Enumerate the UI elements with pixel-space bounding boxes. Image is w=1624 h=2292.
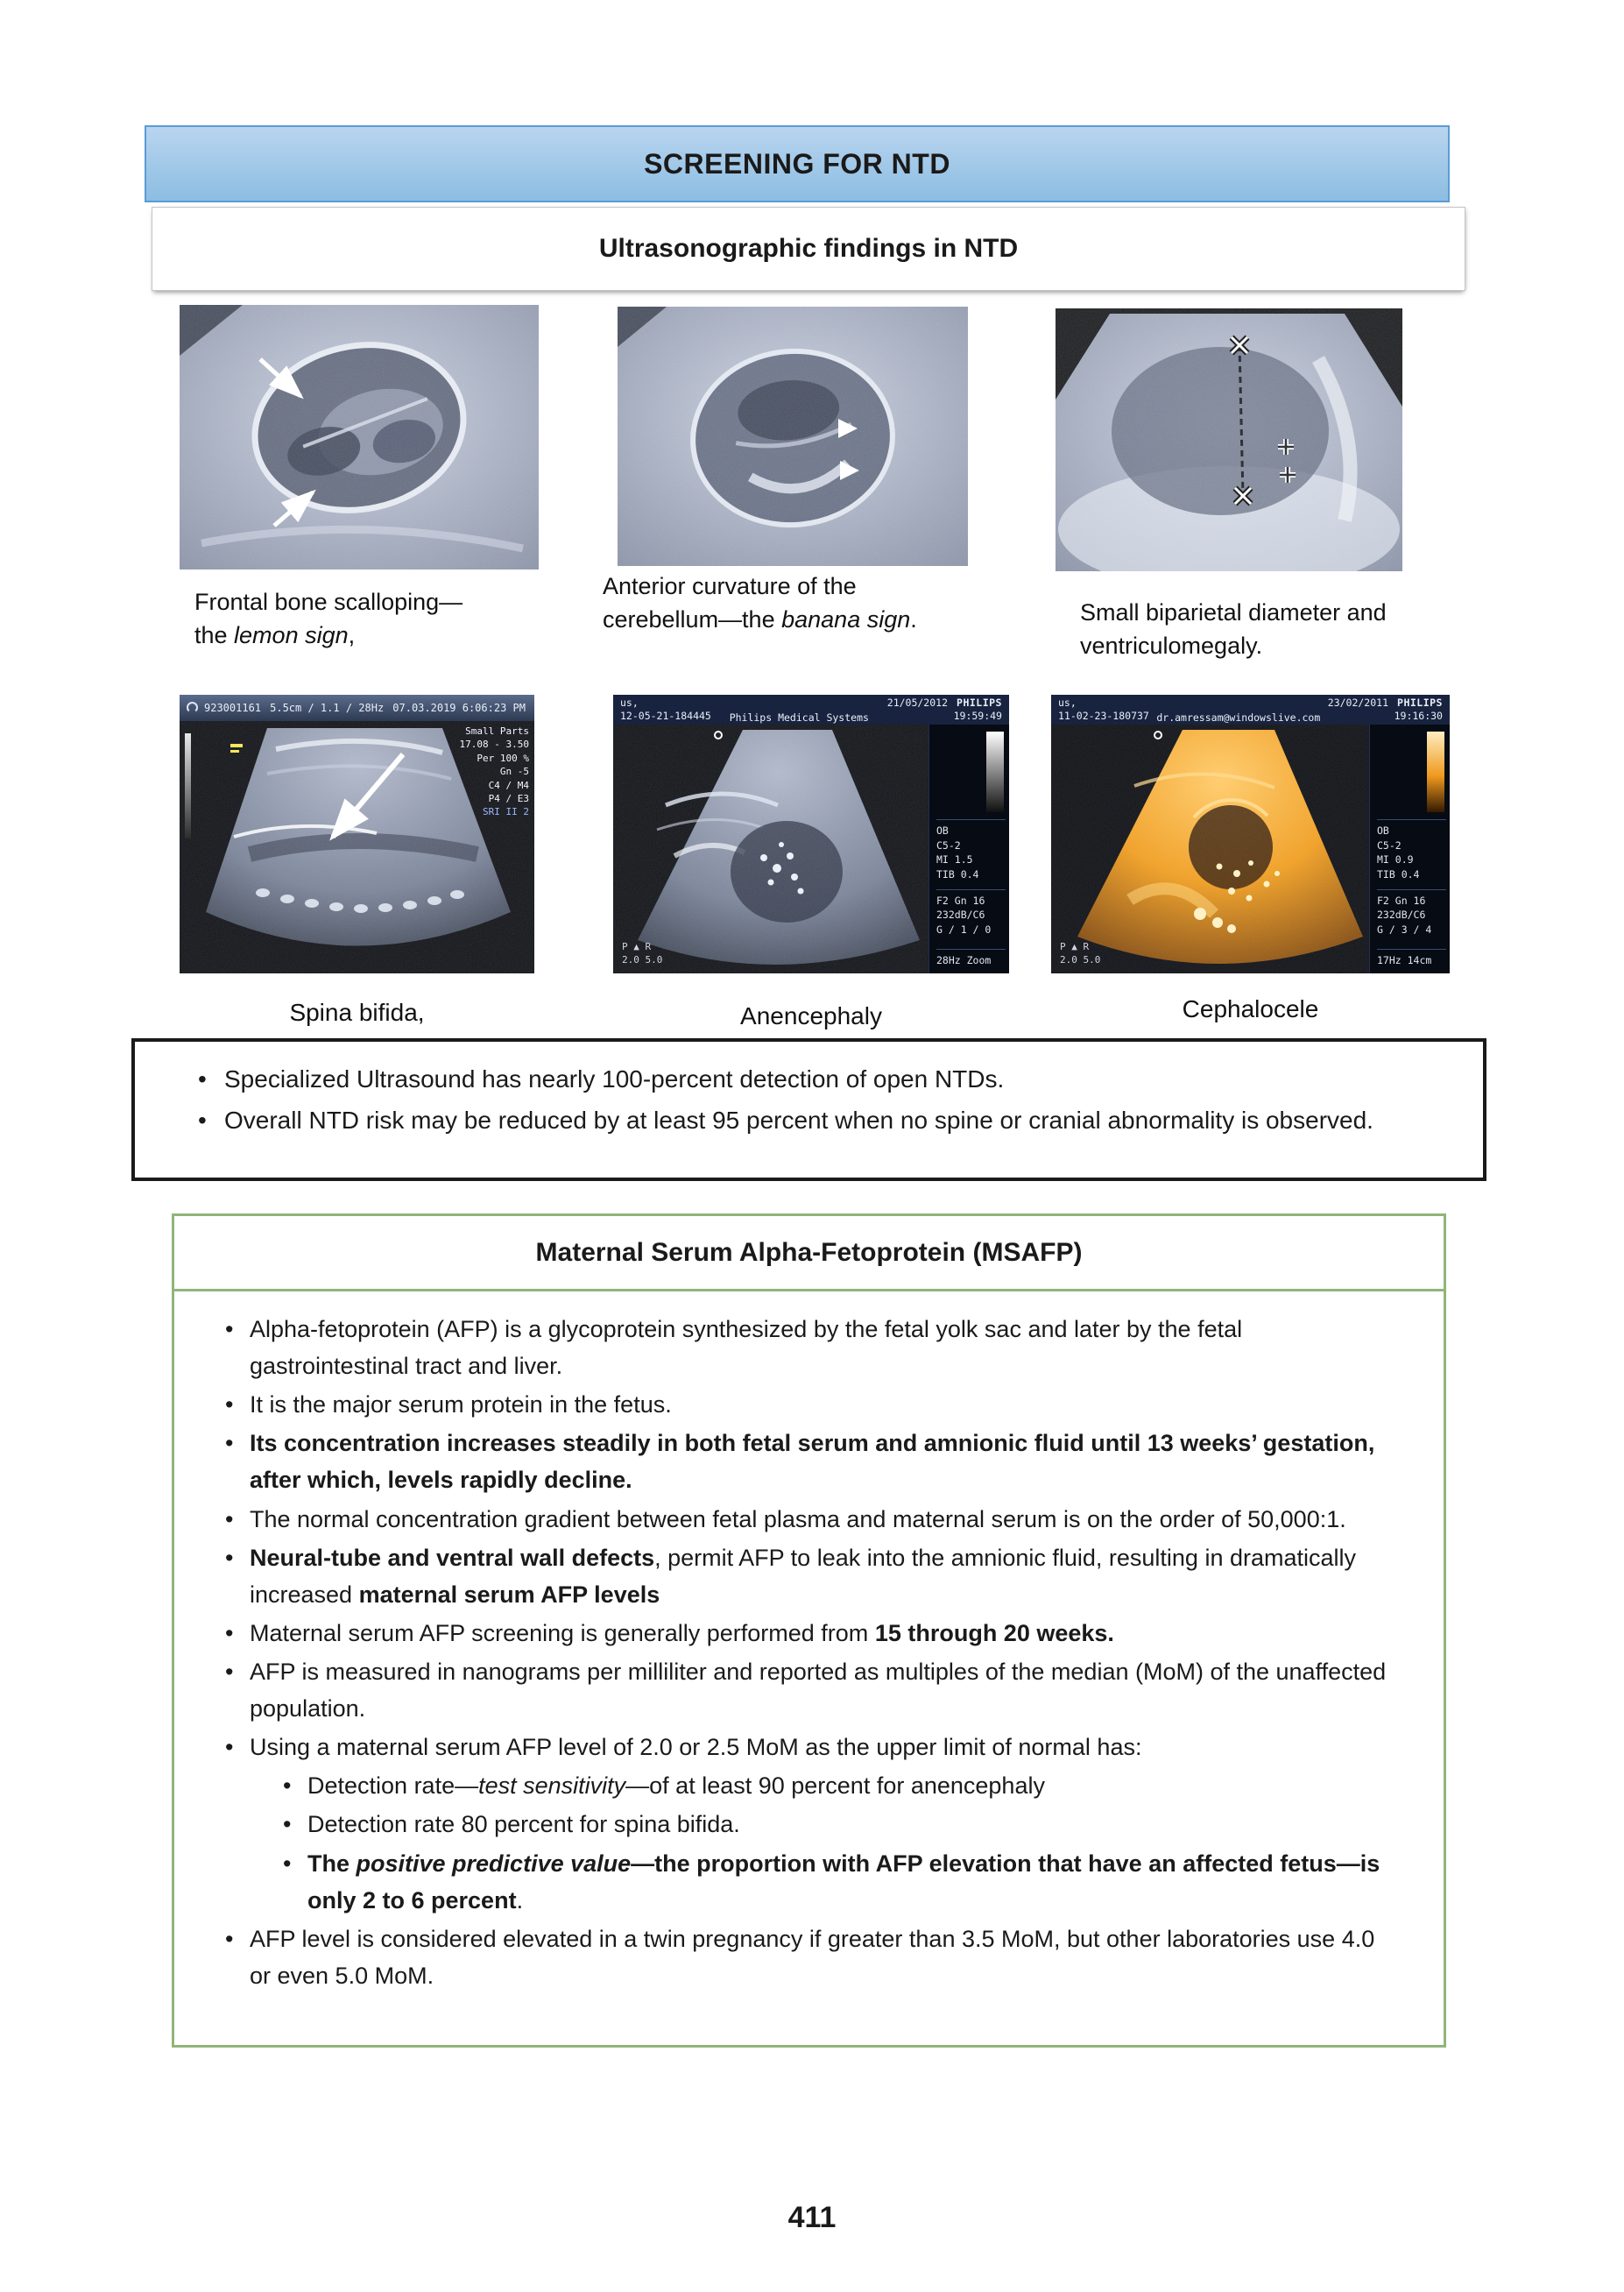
machine-sidebar [1369,725,1450,973]
text-segment: Alpha-fetoprotein (AFP) is a glycoprotein synthesized by the fetal yolk sac and later by the fetal gastrointestinal tract and liver. [250,1316,1243,1380]
ultrasound-image-small-bpd [1056,308,1402,571]
machine-readout-line: C4 / M4 [488,779,529,791]
bullet-item [215,1501,1398,1538]
machine-header-bar [613,695,1009,725]
machine-datetime: 21/05/2012 PHILIPS 19:59:49 [886,697,1002,722]
text-segment: The [307,1850,357,1877]
machine-vendor: Philips Medical Systems [729,711,869,725]
machine-readout-line: Small Parts [465,725,529,737]
bullet-item [215,1386,1398,1423]
text-segment: lemon sign [234,622,349,649]
machine-readout-line: G / 1 / 0 [936,923,992,937]
page-title [145,125,1450,202]
gain-settings [1377,889,1446,937]
section-subtitle [152,207,1465,291]
figure-small-bpd [1056,308,1402,571]
text-segment: Detection rate 80 percent for spina bifida. [307,1811,740,1838]
figure-caption-lemon-sign [194,585,492,653]
machine-sidebar [929,725,1009,973]
section-subtitle-text: Ultrasonographic findings in NTD [598,234,1019,263]
machine-readout-line: 232dB/C6 [936,909,985,922]
text-segment: Maternal serum AFP screening is generally performed from [250,1619,875,1646]
ge-logo-icon [187,702,198,713]
text-segment: Anterior curvature of the cerebellum—the [603,573,857,633]
machine-param-list [460,725,529,819]
text-segment: . [910,606,917,633]
bullet-item [215,1921,1398,1994]
text-segment: test sensitivity [478,1772,626,1800]
orientation-marker: P ▲ R 2.0 5.0 [1060,941,1101,966]
figure-banana-sign [618,307,968,566]
gain-settings [936,889,1006,937]
text-segment: AFP level is considered elevated in a twin pregnancy if greater than 3.5 MoM, but other laboratories use 4.0 or even 5.0 MoM. [250,1925,1375,1989]
text-segment: AFP is measured in nanograms per milliliter and reported as multiples of the median (MoM) of the unaffected population. [250,1658,1387,1723]
philips-logo: PHILIPS [957,697,1002,709]
machine-id: us, 11-02-23-180737 [1058,697,1149,722]
text-segment: Specialized Ultrasound has nearly 100-percent detection of open NTDs. [224,1065,1005,1093]
text-segment: Detection rate— [307,1772,479,1800]
text-segment: It is the major serum protein in the fetus. [250,1391,672,1418]
text-segment: Small biparietal diameter and ventriculomegaly. [1080,599,1387,660]
machine-readout-line: 17.08 - 3.50 [459,739,529,751]
text-segment: . [516,1886,524,1914]
machine-readout-line: OB [1377,824,1389,837]
figure-cephalocele [1051,695,1450,973]
bullet-item [215,1311,1398,1384]
machine-header-bar [180,695,534,721]
text-segment: Spina bifida, [289,999,425,1026]
text-segment: Neural-tube and ventral wall defects [250,1544,655,1571]
text-segment: —the proportion with AFP elevation that have an affected fetus—is only 2 to 6 percent [307,1850,1380,1914]
colormap-bar [1427,732,1444,812]
machine-readout-line: C5-2 [1377,838,1402,852]
grayscale-bar [986,732,1004,812]
machine-readout-line: MI 0.9 [1377,853,1414,867]
text-segment: —of at least 90 percent for anencephaly [625,1772,1045,1800]
msafp-body [174,1291,1444,1994]
machine-datetime: 07.03.2019 6:06:23 PM [392,702,526,714]
figure-caption-banana-sign [603,569,936,637]
figure-spina-bifida [180,695,534,973]
machine-readout-line: 232dB/C6 [1377,909,1426,922]
machine-id: us, 12-05-21-184445 [620,697,711,722]
machine-readout-line: C5-2 [936,838,961,852]
msafp-box [172,1213,1446,2048]
machine-readout-line: G / 3 / 4 [1377,923,1432,937]
page-title-text: SCREENING FOR NTD [644,147,950,180]
text-segment: maternal serum AFP levels [358,1581,660,1608]
frame-rate-label: 28Hz Zoom [936,949,1006,968]
machine-readout-line: MI 1.5 [936,853,973,867]
text-segment: , permit AFP to leak into the amnionic fluid, resulting in dramatically increased [250,1544,1357,1608]
machine-readout-line: SRI II 2 [483,806,529,818]
machine-operator-email: dr.amressam@windowslive.com [1156,711,1321,725]
text-segment: Using a maternal serum AFP level of 2.0 or 2.5 MoM as the upper limit of normal has: [250,1734,1142,1761]
text-segment: The normal concentration gradient between fetal plasma and maternal serum is on the order of 50,000:1. [250,1505,1346,1532]
machine-id: 923001161 [187,702,261,714]
ultrasound-image-cephalocele [1051,725,1369,973]
bullet-item [272,1806,1398,1843]
bullet-item [272,1845,1398,1919]
machine-readout-line: Gn -5 [499,766,529,778]
bullet-item [215,1653,1398,1727]
ultrasound-detection-note-box [131,1038,1486,1181]
ultrasound-image-banana-sign [618,307,968,566]
figure-caption-cephalocele [1051,992,1450,1027]
text-segment: Cephalocele [1182,995,1319,1022]
figure-caption-anencephaly [613,999,1009,1034]
text-segment: Anencephaly [740,1002,882,1029]
bullet-item [272,1767,1398,1804]
bullet-item [215,1729,1398,1765]
text-segment: positive predictive value [356,1850,632,1877]
text-segment: Overall NTD risk may be reduced by at least 95 percent when no spine or cranial abnormality is observed. [224,1106,1373,1134]
machine-header-bar [1051,695,1450,725]
msafp-bullet-list [215,1311,1398,1994]
text-segment: , [348,622,356,649]
machine-readout-line: TIB 0.4 [936,868,979,881]
machine-readout-line: F2 Gn 16 [1377,894,1426,907]
msafp-title: Maternal Serum Alpha-Fetoprotein (MSAFP) [174,1216,1444,1291]
machine-readout-line: P4 / E3 [488,792,529,804]
probe-settings [936,819,1006,882]
ultrasound-image-lemon-sign [180,305,539,569]
figure-anencephaly [613,695,1009,973]
orientation-marker: P ▲ R 2.0 5.0 [622,941,663,966]
machine-readout-line: OB [936,824,949,837]
note-bullet-list [189,1059,1448,1141]
ultrasound-image-anencephaly [613,725,929,973]
machine-datetime: 23/02/2011 PHILIPS 19:16:30 [1327,697,1443,722]
machine-readout-line: TIB 0.4 [1377,868,1420,881]
bullet-item [189,1059,1448,1100]
machine-readout-line: F2 Gn 16 [936,894,985,907]
text-segment: Frontal bone scalloping—the [194,589,463,649]
machine-scan-settings: 5.5cm / 1.1 / 28Hz [270,702,385,714]
text-segment: 15 through 20 weeks. [874,1619,1114,1646]
bullet-item [215,1615,1398,1652]
bullet-item [215,1425,1398,1498]
text-segment: banana sign [781,606,911,633]
machine-readout-line: Per 100 % [477,752,529,764]
text-segment: Its concentration increases steadily in both fetal serum and amnionic fluid until 13 weeks’ gestation, after which, levels rapidly decline. [250,1430,1375,1494]
probe-settings [1377,819,1446,882]
philips-logo: PHILIPS [1397,697,1443,709]
figure-lemon-sign [180,305,539,569]
page-number: 411 [787,2201,837,2234]
frame-rate-label: 17Hz 14cm [1377,949,1446,968]
bullet-item [189,1100,1448,1141]
figure-caption-small-bpd [1080,596,1413,663]
bullet-item [215,1539,1398,1613]
figure-caption-spina-bifida [180,995,534,1030]
